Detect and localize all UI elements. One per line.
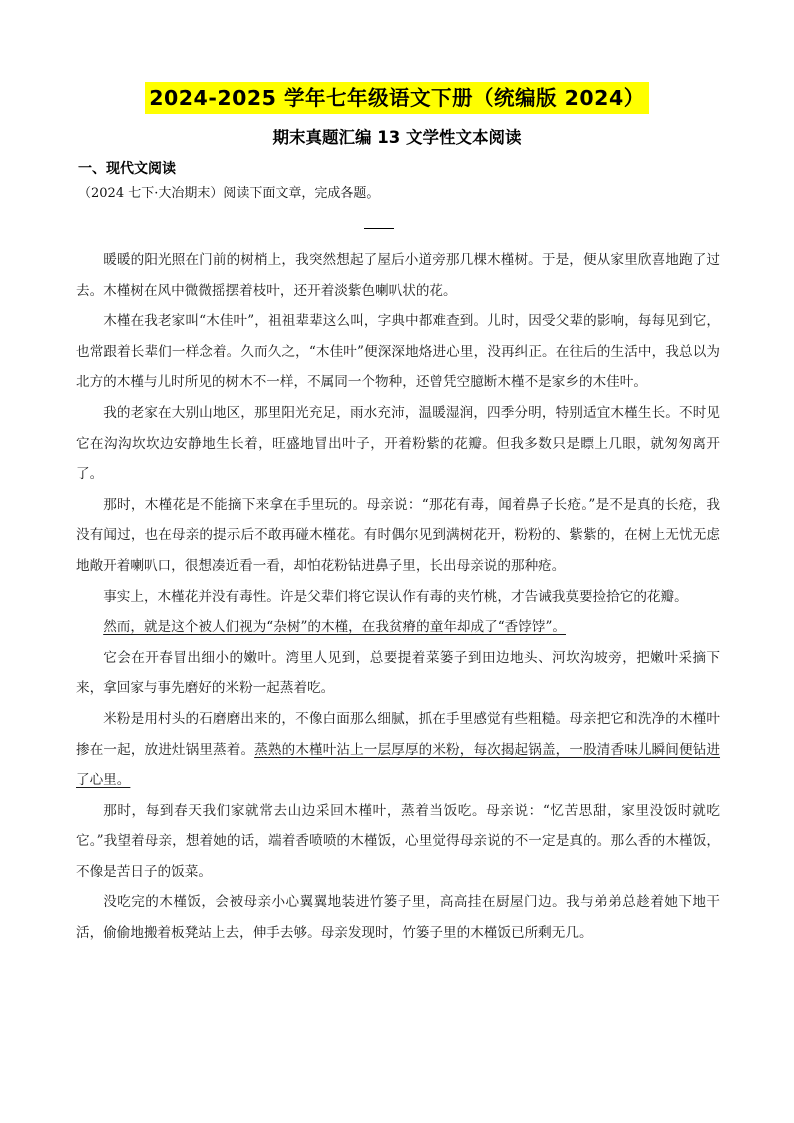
- paragraph-3: 我的老家在大别山地区，那里阳光充足，雨水充沛，温暖湿润，四季分明，特别适宜木槿生长。不时见它在沟沟坎坎边安静地生长着，旺盛地冒出叶子，开着粉紫的花瓣。但我多数只是瞟上几眼，就匆匆离开了。: [76, 404, 720, 483]
- paragraph-1: 暖暖的阳光照在门前的树梢上，我突然想起了屋后小道旁那几棵木槿树。于是，便从家里欣喜地跑了过去。木槿树在风中微微摇摆着枝叶，还开着淡紫色喇叭状的花。: [76, 252, 720, 299]
- main-title: 2024-2025 学年七年级语文下册（统编版 2024）: [145, 82, 648, 114]
- paragraph-9: 那时，每到春天我们家就常去山边采回木槿叶，蒸着当饭吃。母亲说：“忆苦思甜，家里没饭时就吃它。”我望着母亲，想着她的话，端着香喷喷的木槿饭，心里觉得母亲说的不一定是真的。那么香的木槿饭，不像是苦日子的饭菜。: [76, 802, 720, 880]
- paragraph-7: 它会在开春冒出细小的嫩叶。湾里人见到，总要提着菜篓子到田边地头、河坎沟坡旁，把嫩叶采摘下来，拿回家与事先磨好的米粉一起蒸着吃。: [76, 649, 720, 697]
- main-title-container: [0, 82, 794, 114]
- title-blank-line: [364, 228, 394, 229]
- paragraph-4: 那时，木槿花是不能摘下来拿在手里玩的。母亲说：“那花有毒，闻着鼻子长疮。”是不是真的长疮，我没有闻过，也在母亲的提示后不敢再碰木槿花。有时偶尔见到满树花开，粉粉的、紫紫的，在树上无忧无虑地敞开着喇叭口，很想凑近看一看，却怕花粉钻进鼻子里，长出母亲说的那种疮。: [76, 496, 720, 574]
- source-instruction: （2024 七下·大冶期末）阅读下面文章，完成各题。: [78, 186, 380, 201]
- paragraph-5: 事实上，木槿花并没有毒性。许是父辈们将它误认作有毒的夹竹桃，才告诫我莫要捡拾它的花瓣。: [103, 588, 688, 605]
- article-body: [76, 245, 720, 949]
- section-heading: 一、现代文阅读: [78, 161, 176, 177]
- underlined-sentence-2: 蒸熟的木槿叶沾上一层厚厚的米粉，每次揭起锅盖，一股清香味儿瞬间便钻进了心里。: [76, 741, 721, 789]
- paragraph-8: [76, 704, 720, 796]
- paragraph-8-text: 米粉是用村头的石磨磨出来的，不像白面那么细腻，抓在手里感觉有些粗糙。母亲把它和洗净的木槿叶掺在一起，放进灶锅里蒸着。: [76, 710, 720, 758]
- paragraph-2: 木槿在我老家叫“木佳叶”，祖祖辈辈这么叫，字典中都难查到。儿时，因受父辈的影响，每每见到它，也常跟着长辈们一样念着。久而久之，“木佳叶”便深深地烙进心里，没再纠正。在往后的生活中，我总以为北方的木槿与儿时所见的树木不一样，不属同一个物种，还曾凭空臆断木槿不是家乡的木佳叶。: [76, 313, 720, 391]
- paragraph-10: 没吃完的木槿饭，会被母亲小心翼翼地装进竹篓子里，高高挂在厨屋门边。我与弟弟总趁着她下地干活，偷偷地搬着板凳站上去，伸手去够。母亲发现时，竹篓子里的木槿饭已所剩无几。: [76, 894, 720, 942]
- sub-title: 期末真题汇编 13 文学性文本阅读: [272, 128, 522, 147]
- paragraph-6: [76, 612, 720, 643]
- underlined-sentence-1: 然而，就是这个被人们视为“杂树”的木槿，在我贫瘠的童年却成了“香饽饽”。: [103, 619, 566, 636]
